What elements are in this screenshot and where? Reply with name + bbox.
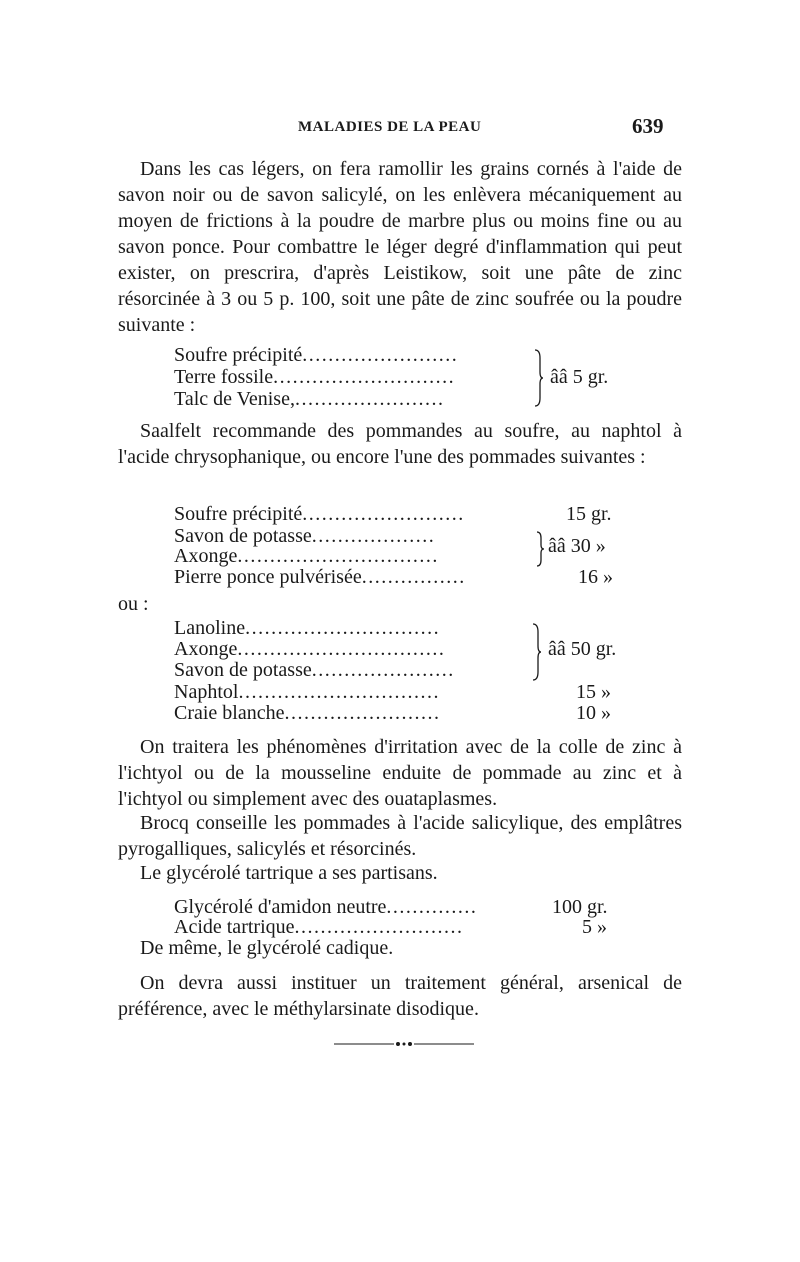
page-number: 639 — [632, 114, 664, 138]
paragraph-4: Brocq conseille les pommades à l'acide salicylique, des emplâtres pyrogalliques, salicylés et résorcinés. — [118, 812, 682, 860]
paragraph-2: Saalfelt recommande des pommandes au soufre, au naphtol à l'acide chrysophanique, ou encore l'une des pommades suivantes : — [118, 420, 682, 468]
grouped-dose: ââ 50 gr. — [548, 638, 617, 660]
ingredient-name: Glycérolé d'amidon neutre — [174, 896, 387, 918]
leader-dots: ........................ — [284, 702, 441, 724]
ingredient-name: Soufre précipité — [174, 344, 303, 366]
leader-dots: ............................... — [238, 681, 440, 703]
grouped-dose: ââ 5 gr. — [550, 366, 609, 388]
recipe-item — [174, 681, 440, 703]
paragraph-3: On traitera les phénomènes d'irritation avec de la colle de zinc à l'ichtyol ou de la mousseline enduite de pommade au zinc et à l'ichtyol ou simplement avec des ouataplasmes. — [118, 736, 682, 810]
curly-brace — [531, 348, 543, 408]
ingredient-name: Axonge — [174, 545, 238, 567]
ingredient-name: Savon de potasse — [174, 659, 312, 681]
recipe-item — [174, 503, 465, 525]
leader-dots: ......................... — [302, 503, 465, 525]
ingredient-quantity: 5 » — [582, 916, 607, 938]
ingredient-name: Soufre précipité — [174, 503, 303, 525]
leader-dots: ...................... — [311, 659, 455, 681]
leader-dots: ............................ — [273, 366, 456, 388]
recipe-item — [174, 566, 466, 588]
leader-dots: ................... — [311, 525, 436, 547]
leader-dots: .......................... — [294, 916, 464, 938]
grouped-dose: ââ 30 » — [548, 535, 606, 557]
alternative-label: ou : — [118, 593, 149, 615]
recipe-item — [174, 638, 445, 660]
ingredient-name: Naphtol — [174, 681, 239, 703]
recipe-item — [174, 366, 455, 388]
ingredient-quantity: 100 gr. — [552, 896, 608, 918]
leader-dots: .............................. — [245, 617, 441, 639]
recipe-item — [174, 525, 435, 547]
ingredient-quantity: 10 » — [576, 702, 611, 724]
end-ornament-rule — [334, 1041, 474, 1047]
recipe-item — [174, 617, 440, 639]
ingredient-quantity: 15 gr. — [566, 503, 612, 525]
ingredient-name: Savon de potasse — [174, 525, 312, 547]
recipe-item — [174, 388, 444, 410]
ingredient-name: Talc de Venise, — [174, 388, 295, 410]
paragraph-7: On devra aussi instituer un traitement général, arsenical de préférence, avec le méthylarsinate disodique. — [118, 972, 682, 1020]
curly-brace — [534, 530, 544, 568]
ingredient-name: Pierre ponce pulvérisée — [174, 566, 362, 588]
recipe-item — [174, 896, 477, 918]
leader-dots: ................ — [361, 566, 466, 588]
paragraph-5: Le glycérolé tartrique a ses partisans. — [140, 862, 438, 884]
ingredient-name: Axonge — [174, 638, 238, 660]
ingredient-name: Lanoline — [174, 617, 246, 639]
paragraph-1: Dans les cas légers, on fera ramollir les grains cornés à l'aide de savon noir ou de savon salicylé, on les enlèvera mécaniquement au moyen de frictions à la poudre de marbre plus ou moins fine ou au savon ponce. Pour combattre le léger degré d'inflammation qui peut exister, on prescrira, d'après Leistikow, soit une pâte de zinc résorcinée à 3 ou 5 p. 100, soit une pâte de zinc soufrée ou la poudre suivante : — [118, 158, 682, 336]
curly-brace — [529, 622, 541, 682]
leader-dots: ............................... — [237, 545, 439, 567]
ingredient-name: Acide tartrique — [174, 916, 295, 938]
running-header: MALADIES DE LA PEAU — [298, 119, 482, 135]
ingredient-quantity: 15 » — [576, 681, 611, 703]
ingredient-name: Terre fossile — [174, 366, 274, 388]
ingredient-quantity: 16 » — [578, 566, 613, 588]
leader-dots: ................................ — [237, 638, 446, 660]
recipe-item — [174, 344, 458, 366]
leader-dots: .............. — [386, 896, 478, 918]
recipe-item — [174, 702, 441, 724]
paragraph-6: De même, le glycérolé cadique. — [140, 937, 394, 959]
leader-dots: ....................... — [294, 388, 445, 410]
recipe-item — [174, 659, 455, 681]
recipe-item — [174, 545, 439, 567]
leader-dots: ........................ — [302, 344, 459, 366]
ingredient-name: Craie blanche — [174, 702, 285, 724]
